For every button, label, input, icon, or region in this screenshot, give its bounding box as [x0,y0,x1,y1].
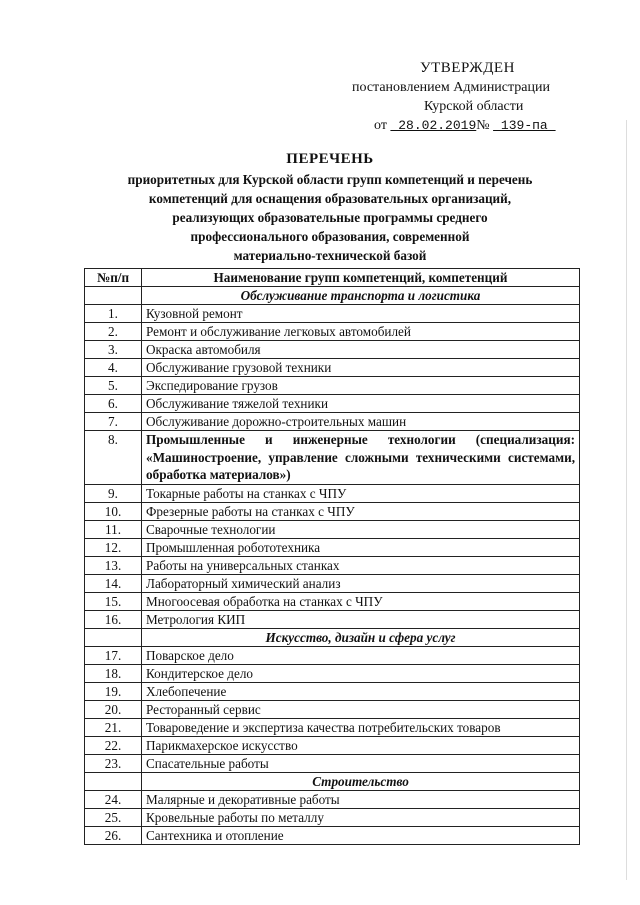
approval-date: _28.02.2019 [390,118,477,133]
row-number: 25. [85,808,142,826]
competency-name: Окраска автомобиля [142,341,580,359]
competency-name: Ресторанный сервис [142,700,580,718]
row-number: 15. [85,592,142,610]
header-number: №п/п [85,269,142,287]
row-number: 9. [85,484,142,502]
competency-name: Обслуживание грузовой техники [142,359,580,377]
scan-edge-line [626,120,627,880]
row-number: 7. [85,413,142,431]
table-row [85,359,580,377]
table-row [85,502,580,520]
competency-name: Поварское дело [142,646,580,664]
table-row [85,736,580,754]
row-number: 1. [85,305,142,323]
row-number: 19. [85,682,142,700]
table-row [85,395,580,413]
row-number: 21. [85,718,142,736]
table-row [85,718,580,736]
approval-number: _139-па_ [493,118,556,133]
competency-name: Спасательные работы [142,754,580,772]
approval-number-sign: № [476,118,490,133]
competencies-table [84,268,580,845]
competency-name: Сантехника и отопление [142,826,580,844]
group-row [85,628,580,646]
subtitle-line: компетенций для оснащения образовательных организаций, [148,191,512,206]
row-number: 4. [85,359,142,377]
table-row [85,538,580,556]
table-row [85,826,580,844]
table-row [85,646,580,664]
table-row [85,413,580,431]
competency-name: Парикмахерское искусство [142,736,580,754]
row-number: 10. [85,502,142,520]
table-row [85,592,580,610]
table-row [85,610,580,628]
competency-name: Токарные работы на станках с ЧПУ [142,484,580,502]
row-number: 17. [85,646,142,664]
row-number: 8. [85,431,142,485]
competency-name: Экспедирование грузов [142,377,580,395]
row-number: 23. [85,754,142,772]
competency-name: Лабораторный химический анализ [142,574,580,592]
group-title: Искусство, дизайн и сфера услуг [142,628,580,646]
competency-name: Ремонт и обслуживание легковых автомобилей [142,323,580,341]
subtitle-line: реализующих образовательные программы среднего [172,210,488,225]
group-number-cell [85,628,142,646]
row-number: 13. [85,556,142,574]
table-row [85,664,580,682]
approval-title: УТВЕРЖДЕН [420,60,515,76]
row-number: 26. [85,826,142,844]
group-row [85,287,580,305]
group-number-cell [85,287,142,305]
group-title: Строительство [142,772,580,790]
approval-prefix: от [374,118,387,133]
row-number: 12. [85,538,142,556]
competency-name: Фрезерные работы на станках с ЧПУ [142,502,580,520]
competency-name: Обслуживание тяжелой техники [142,395,580,413]
competency-name: Обслуживание дорожно-строительных машин [142,413,580,431]
competency-name: Малярные и декоративные работы [142,790,580,808]
table-row [85,790,580,808]
row-number: 3. [85,341,142,359]
table-row [85,431,580,485]
table-row [85,377,580,395]
group-row [85,772,580,790]
subtitle-line: приоритетных для Курской области групп компетенций и перечень [127,172,533,187]
approval-line-1: постановлением Администрации [352,80,550,95]
table-body [85,287,580,845]
row-number: 5. [85,377,142,395]
competency-name: Работы на универсальных станках [142,556,580,574]
group-number-cell [85,772,142,790]
competency-name: Кузовной ремонт [142,305,580,323]
competency-name: Промышленная робототехника [142,538,580,556]
table-row [85,754,580,772]
table-header-row [85,269,580,287]
competency-name: Хлебопечение [142,682,580,700]
table-row [85,700,580,718]
table-row [85,520,580,538]
header-name: Наименование групп компетенций, компетенций [142,269,580,287]
row-number: 14. [85,574,142,592]
document-title: ПЕРЕЧЕНЬ [286,151,374,167]
row-number: 20. [85,700,142,718]
table-row [85,484,580,502]
competency-name: Метрология КИП [142,610,580,628]
table-row [85,305,580,323]
row-number: 2. [85,323,142,341]
table-row [85,808,580,826]
row-number: 24. [85,790,142,808]
competency-name: Промышленные и инженерные технологии (специализация: «Машиностроение, управление сложными техническими системами, обработка материалов») [142,431,580,485]
table-row [85,323,580,341]
row-number: 16. [85,610,142,628]
competency-name: Сварочные технологии [142,520,580,538]
subtitle-line: материально-технической базой [233,248,427,263]
table-row [85,341,580,359]
row-number: 18. [85,664,142,682]
table-row [85,682,580,700]
competency-name: Кровельные работы по металлу [142,808,580,826]
group-title: Обслуживание транспорта и логистика [142,287,580,305]
approval-line-2: Курской области [424,99,524,114]
document-heading [90,148,570,265]
approval-date-number [374,116,556,136]
table-row [85,574,580,592]
row-number: 22. [85,736,142,754]
row-number: 6. [85,395,142,413]
subtitle-line: профессионального образования, современной [190,229,470,244]
row-number: 11. [85,520,142,538]
competency-name: Многоосевая обработка на станках с ЧПУ [142,592,580,610]
competency-name: Кондитерское дело [142,664,580,682]
competency-name: Товароведение и экспертиза качества потребительских товаров [142,718,580,736]
table-row [85,556,580,574]
